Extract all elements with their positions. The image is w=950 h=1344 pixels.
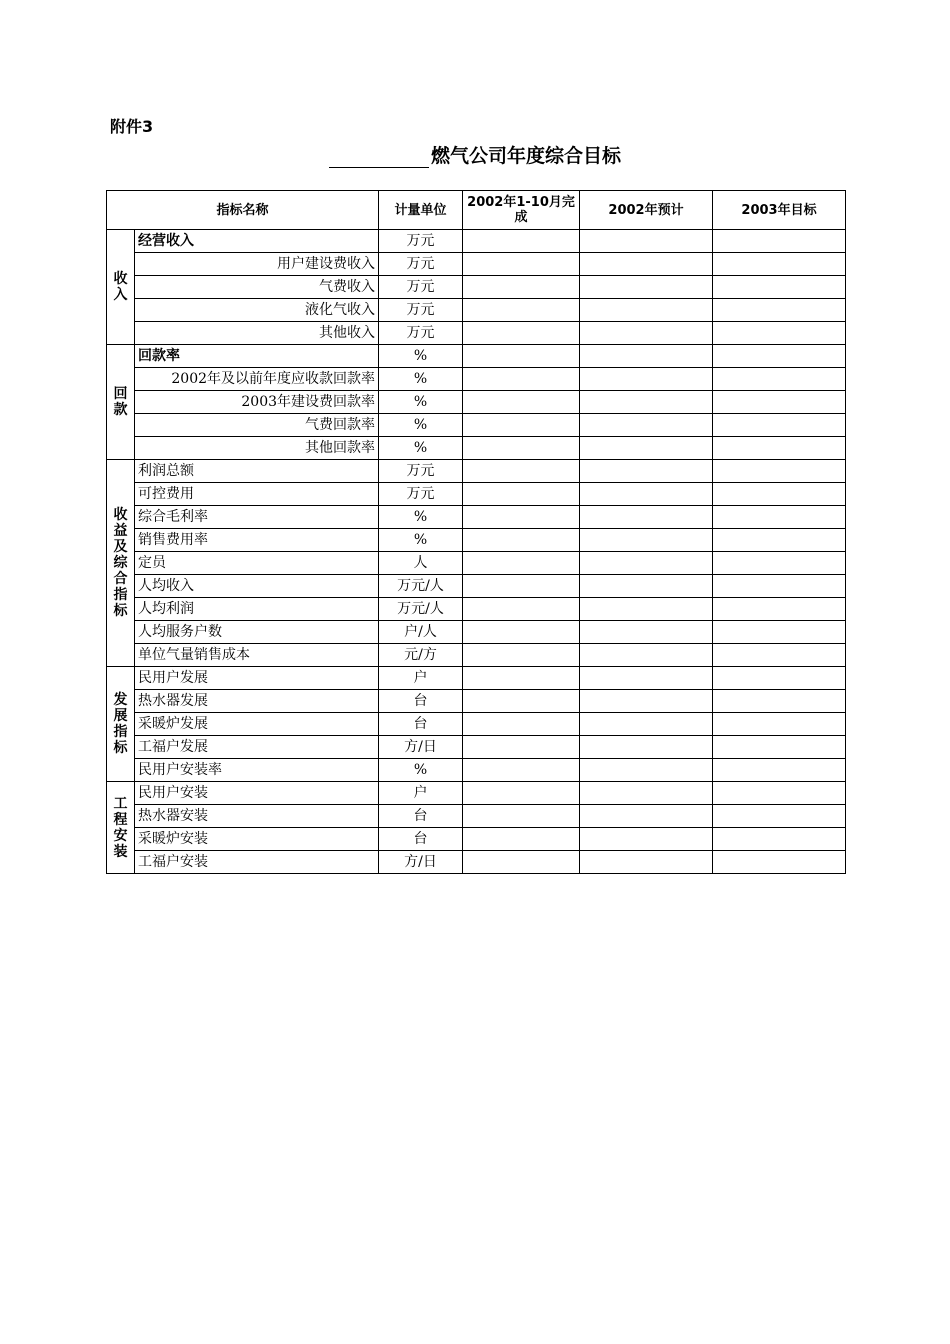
value-2002-forecast-cell <box>580 759 713 782</box>
value-2003-target-cell <box>713 506 846 529</box>
value-2002-forecast-cell <box>580 230 713 253</box>
indicator-unit: % <box>379 506 463 529</box>
indicator-unit: 户 <box>379 782 463 805</box>
value-2002-actual-cell <box>463 276 580 299</box>
value-2003-target-cell <box>713 782 846 805</box>
value-2003-target-cell <box>713 805 846 828</box>
table-row <box>107 299 846 322</box>
category-cell <box>107 667 135 782</box>
indicator-name: 人均利润 <box>135 598 379 621</box>
indicator-name: 民用户安装率 <box>135 759 379 782</box>
indicator-name: 可控费用 <box>135 483 379 506</box>
table-row <box>107 805 846 828</box>
table-row <box>107 230 846 253</box>
indicator-name: 人均收入 <box>135 575 379 598</box>
value-2002-forecast-cell <box>580 437 713 460</box>
value-2002-forecast-cell <box>580 322 713 345</box>
indicator-name: 定员 <box>135 552 379 575</box>
table-row <box>107 644 846 667</box>
indicator-unit: 元/方 <box>379 644 463 667</box>
value-2003-target-cell <box>713 575 846 598</box>
table-row <box>107 414 846 437</box>
value-2002-actual-cell <box>463 368 580 391</box>
table-row <box>107 322 846 345</box>
indicator-unit: 台 <box>379 828 463 851</box>
value-2002-forecast-cell <box>580 529 713 552</box>
value-2002-actual-cell <box>463 598 580 621</box>
indicator-unit: 万元 <box>379 483 463 506</box>
category-cell <box>107 782 135 874</box>
indicator-unit: % <box>379 414 463 437</box>
value-2002-forecast-cell <box>580 690 713 713</box>
indicator-unit: 台 <box>379 713 463 736</box>
indicator-name: 采暖炉发展 <box>135 713 379 736</box>
table-row <box>107 575 846 598</box>
value-2002-forecast-cell <box>580 253 713 276</box>
value-2002-forecast-cell <box>580 736 713 759</box>
value-2002-actual-cell <box>463 322 580 345</box>
table-row <box>107 437 846 460</box>
value-2003-target-cell <box>713 460 846 483</box>
indicator-unit: 万元 <box>379 460 463 483</box>
value-2002-forecast-cell <box>580 667 713 690</box>
indicator-name: 工福户发展 <box>135 736 379 759</box>
col-header-unit: 计量单位 <box>379 191 463 230</box>
indicator-name: 热水器发展 <box>135 690 379 713</box>
value-2002-forecast-cell <box>580 713 713 736</box>
indicator-unit: 方/日 <box>379 851 463 874</box>
table-row <box>107 759 846 782</box>
indicator-unit: 万元 <box>379 322 463 345</box>
value-2003-target-cell <box>713 230 846 253</box>
table-row <box>107 368 846 391</box>
value-2002-actual-cell <box>463 690 580 713</box>
indicator-name: 工福户安装 <box>135 851 379 874</box>
value-2002-forecast-cell <box>580 552 713 575</box>
table-row <box>107 253 846 276</box>
value-2002-forecast-cell <box>580 598 713 621</box>
indicator-unit: 万元 <box>379 253 463 276</box>
value-2003-target-cell <box>713 690 846 713</box>
value-2003-target-cell <box>713 322 846 345</box>
title-blank-underline <box>329 147 429 168</box>
category-label: 收益及综合指标 <box>113 507 128 619</box>
value-2003-target-cell <box>713 621 846 644</box>
document-title: 燃气公司年度综合目标 <box>430 145 621 167</box>
table-row <box>107 460 846 483</box>
col-header-name: 指标名称 <box>107 191 379 230</box>
category-label: 收入 <box>113 271 128 303</box>
col-header-2002-forecast: 2002年预计 <box>580 191 713 230</box>
table-row <box>107 506 846 529</box>
indicator-unit: 台 <box>379 805 463 828</box>
value-2003-target-cell <box>713 345 846 368</box>
category-cell <box>107 460 135 667</box>
table-row <box>107 621 846 644</box>
attachment-label: 附件3 <box>110 117 154 136</box>
value-2002-actual-cell <box>463 667 580 690</box>
value-2002-forecast-cell <box>580 575 713 598</box>
category-label: 发展指标 <box>113 692 128 756</box>
value-2002-actual-cell <box>463 621 580 644</box>
value-2002-actual-cell <box>463 805 580 828</box>
indicator-unit: % <box>379 437 463 460</box>
table-row <box>107 690 846 713</box>
value-2003-target-cell <box>713 667 846 690</box>
value-2002-actual-cell <box>463 644 580 667</box>
value-2003-target-cell <box>713 414 846 437</box>
value-2003-target-cell <box>713 368 846 391</box>
value-2002-actual-cell <box>463 506 580 529</box>
indicator-name: 采暖炉安装 <box>135 828 379 851</box>
indicator-name: 其他收入 <box>135 322 379 345</box>
value-2003-target-cell <box>713 598 846 621</box>
table-row <box>107 552 846 575</box>
targets-table <box>106 190 846 874</box>
indicator-name: 单位气量销售成本 <box>135 644 379 667</box>
value-2003-target-cell <box>713 299 846 322</box>
indicator-unit: % <box>379 368 463 391</box>
category-label: 回款 <box>113 386 128 418</box>
value-2002-actual-cell <box>463 828 580 851</box>
value-2002-actual-cell <box>463 552 580 575</box>
value-2002-actual-cell <box>463 529 580 552</box>
value-2002-forecast-cell <box>580 828 713 851</box>
indicator-name: 民用户发展 <box>135 667 379 690</box>
indicator-unit: % <box>379 391 463 414</box>
table-header-row <box>107 191 846 230</box>
category-cell <box>107 345 135 460</box>
indicator-name: 人均服务户数 <box>135 621 379 644</box>
indicator-unit: % <box>379 345 463 368</box>
value-2002-actual-cell <box>463 759 580 782</box>
value-2003-target-cell <box>713 253 846 276</box>
value-2002-actual-cell <box>463 437 580 460</box>
value-2002-actual-cell <box>463 736 580 759</box>
table-row <box>107 483 846 506</box>
indicator-unit: 人 <box>379 552 463 575</box>
value-2003-target-cell <box>713 552 846 575</box>
indicator-name: 其他回款率 <box>135 437 379 460</box>
value-2002-forecast-cell <box>580 506 713 529</box>
indicator-unit: % <box>379 759 463 782</box>
value-2002-actual-cell <box>463 253 580 276</box>
value-2002-actual-cell <box>463 391 580 414</box>
indicator-name: 民用户安装 <box>135 782 379 805</box>
indicator-unit: 户 <box>379 667 463 690</box>
table-row <box>107 851 846 874</box>
table-row <box>107 667 846 690</box>
table-row <box>107 391 846 414</box>
table-row <box>107 713 846 736</box>
indicator-name: 用户建设费收入 <box>135 253 379 276</box>
table-row <box>107 828 846 851</box>
indicator-name: 热水器安装 <box>135 805 379 828</box>
table-row <box>107 598 846 621</box>
table-row <box>107 782 846 805</box>
indicator-unit: % <box>379 529 463 552</box>
col-header-2002-actual: 2002年1-10月完成 <box>463 191 580 230</box>
value-2002-forecast-cell <box>580 621 713 644</box>
indicator-unit: 万元 <box>379 299 463 322</box>
value-2002-forecast-cell <box>580 299 713 322</box>
value-2003-target-cell <box>713 736 846 759</box>
value-2002-forecast-cell <box>580 345 713 368</box>
table-body <box>107 230 846 874</box>
indicator-name: 经营收入 <box>135 230 379 253</box>
indicator-unit: 万元/人 <box>379 598 463 621</box>
value-2002-actual-cell <box>463 299 580 322</box>
value-2002-actual-cell <box>463 460 580 483</box>
value-2002-forecast-cell <box>580 368 713 391</box>
value-2002-actual-cell <box>463 713 580 736</box>
value-2002-actual-cell <box>463 345 580 368</box>
value-2002-forecast-cell <box>580 414 713 437</box>
indicator-unit: 万元 <box>379 276 463 299</box>
indicator-name: 销售费用率 <box>135 529 379 552</box>
table-row <box>107 276 846 299</box>
category-cell <box>107 230 135 345</box>
value-2002-actual-cell <box>463 414 580 437</box>
indicator-unit: 户/人 <box>379 621 463 644</box>
value-2002-forecast-cell <box>580 782 713 805</box>
category-label: 工程安装 <box>113 795 128 860</box>
value-2002-actual-cell <box>463 483 580 506</box>
value-2003-target-cell <box>713 437 846 460</box>
value-2003-target-cell <box>713 759 846 782</box>
indicator-name: 利润总额 <box>135 460 379 483</box>
indicator-name: 回款率 <box>135 345 379 368</box>
col-header-2003-target: 2003年目标 <box>713 191 846 230</box>
document-title-line <box>0 141 950 168</box>
table-row <box>107 736 846 759</box>
value-2002-forecast-cell <box>580 460 713 483</box>
indicator-unit: 万元 <box>379 230 463 253</box>
value-2002-actual-cell <box>463 782 580 805</box>
value-2002-forecast-cell <box>580 805 713 828</box>
table-row <box>107 345 846 368</box>
value-2002-forecast-cell <box>580 644 713 667</box>
value-2003-target-cell <box>713 851 846 874</box>
indicator-unit: 方/日 <box>379 736 463 759</box>
table-row <box>107 529 846 552</box>
value-2002-forecast-cell <box>580 851 713 874</box>
value-2002-forecast-cell <box>580 276 713 299</box>
indicator-name: 综合毛利率 <box>135 506 379 529</box>
value-2002-forecast-cell <box>580 483 713 506</box>
indicator-name: 气费回款率 <box>135 414 379 437</box>
value-2002-forecast-cell <box>580 391 713 414</box>
value-2003-target-cell <box>713 529 846 552</box>
value-2003-target-cell <box>713 483 846 506</box>
value-2002-actual-cell <box>463 575 580 598</box>
value-2003-target-cell <box>713 276 846 299</box>
value-2003-target-cell <box>713 644 846 667</box>
value-2003-target-cell <box>713 391 846 414</box>
value-2003-target-cell <box>713 828 846 851</box>
value-2002-actual-cell <box>463 230 580 253</box>
indicator-name: 2003年建设费回款率 <box>135 391 379 414</box>
indicator-unit: 台 <box>379 690 463 713</box>
indicator-name: 2002年及以前年度应收款回款率 <box>135 368 379 391</box>
indicator-name: 液化气收入 <box>135 299 379 322</box>
value-2002-actual-cell <box>463 851 580 874</box>
indicator-name: 气费收入 <box>135 276 379 299</box>
value-2003-target-cell <box>713 713 846 736</box>
indicator-unit: 万元/人 <box>379 575 463 598</box>
